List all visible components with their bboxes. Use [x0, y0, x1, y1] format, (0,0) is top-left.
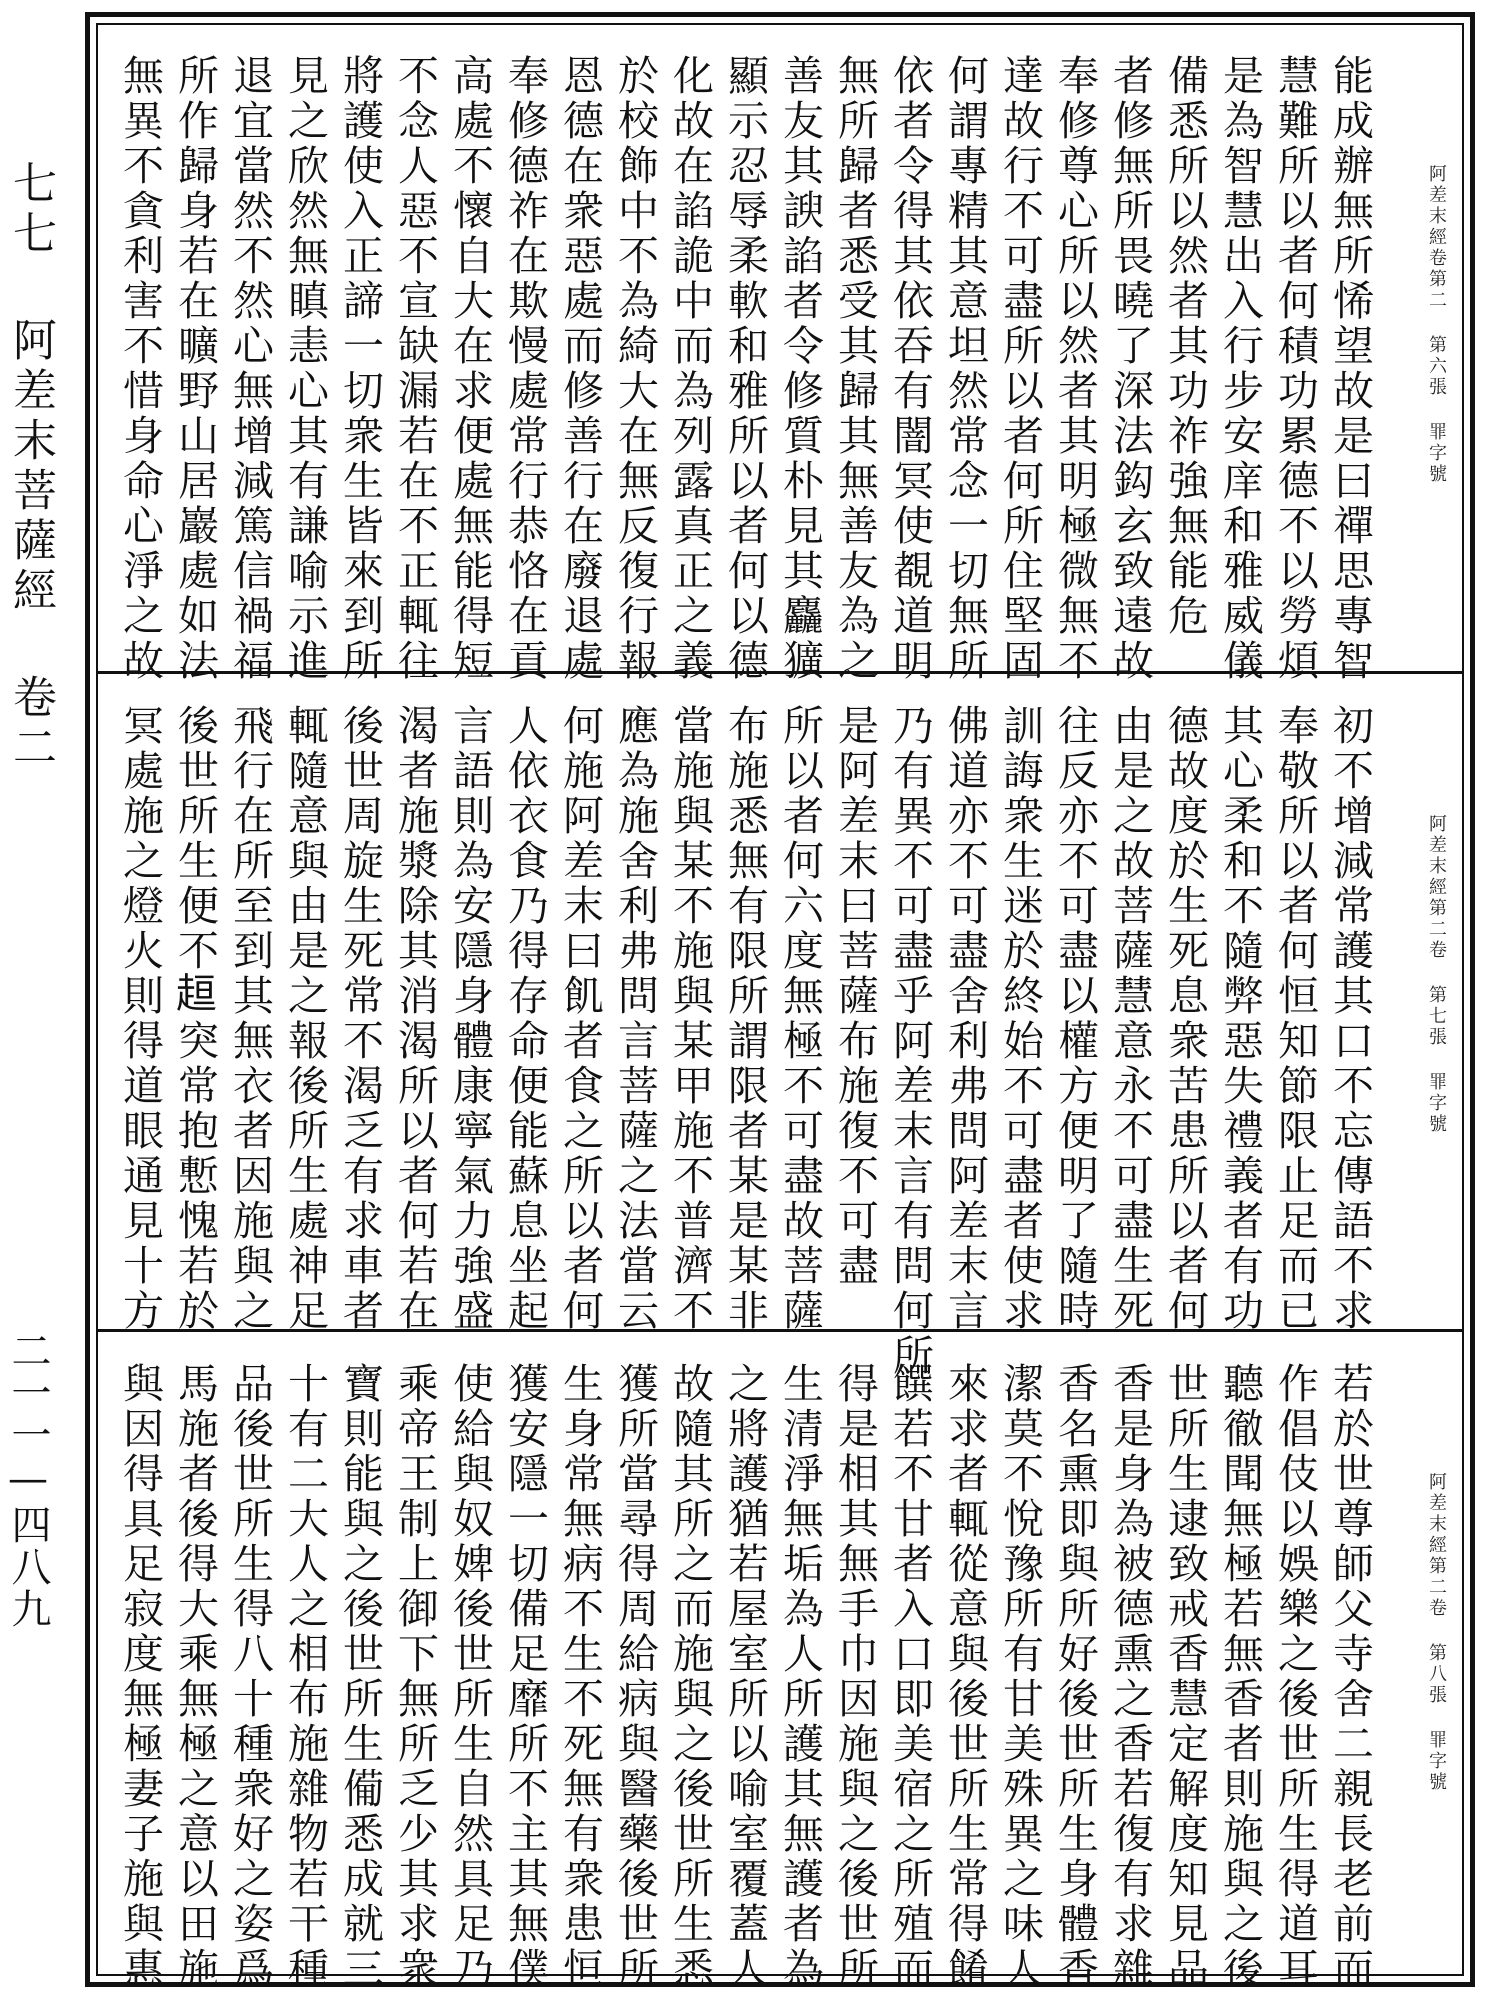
margin-page-number: 二一一—四八九	[5, 1330, 51, 1630]
text-column: 無所歸者悉受其歸其無善友為之	[831, 54, 879, 684]
text-column: 十有二大人之相布施雜物若干種	[281, 1362, 329, 1992]
margin-title: 七七 阿差末菩薩經 卷二	[5, 160, 56, 774]
text-column: 慧難所以者何積功累德不以勞煩	[1271, 54, 1319, 684]
text-panel-1	[97, 24, 1463, 684]
text-columns	[112, 704, 1377, 1379]
panel-header: 阿差末經第二卷 第八張 罪字號	[1426, 1472, 1447, 1793]
text-column: 饌若不甘者入口即美宿之所殖而	[886, 1362, 934, 1992]
text-column: 獲安隱一切備足靡所不主其無僕	[501, 1362, 549, 1992]
text-column: 顯示忍辱柔軟和雅所以者何以德	[721, 54, 769, 684]
text-column: 是阿差末曰菩薩布施復不可盡	[831, 704, 879, 1289]
text-column: 之將護猶若屋室所以喻室覆蓋人	[721, 1362, 769, 1992]
text-column: 後世周旋生死常不渴乏有求車者	[336, 704, 384, 1334]
text-column: 何施阿差末曰飢者食之所以者何	[556, 704, 604, 1334]
text-column: 不念人惡不宣缺漏若在不正輒往	[391, 54, 439, 684]
text-column: 生身常無病不生不死無有衆患恒	[556, 1362, 604, 1992]
text-column: 品後世所生得八十種衆好之姿爲	[226, 1362, 274, 1992]
text-column: 使給與奴婢後世所生自然具足乃	[446, 1362, 494, 1992]
text-column: 當施與某不施與某甲施不普濟不	[666, 704, 714, 1334]
text-column: 善友其諛諂者令修質朴見其麤獷	[776, 54, 824, 684]
text-column: 奉修尊心所以然者其明極微無不	[1051, 54, 1099, 684]
text-column: 無異不貪利害不惜身命心淨之故	[116, 54, 164, 684]
text-column: 將護使入正諦一切衆生皆來到所	[336, 54, 384, 684]
text-column: 言語則為安隱身體康寧氣力強盛	[446, 704, 494, 1334]
text-column: 所作歸身若在曠野山居巖處如法	[171, 54, 219, 684]
text-column: 得是相其無手巾因施與之後世所	[831, 1362, 879, 1992]
text-column: 化故在諂詭中而為列露真正之義	[666, 54, 714, 684]
text-column: 獲所當尋得周給病與醫藥後世所	[611, 1362, 659, 1992]
text-column: 佛道亦不可盡舍利弗問阿差末言	[941, 704, 989, 1334]
text-column: 故隨其所之而施與之後世所生悉	[666, 1362, 714, 1992]
text-columns	[112, 1362, 1377, 1992]
text-column: 備悉所以然者其功祚強無能危	[1161, 54, 1209, 639]
text-column: 飛行在所至到其無衣者因施與之	[226, 704, 274, 1334]
text-column: 後世所生便不𧻚突常抱慙愧若於	[171, 704, 219, 1334]
text-column: 訓誨衆生迷於終始不可盡者使求	[996, 704, 1044, 1334]
text-column: 由是之故菩薩慧意永不可盡生死	[1106, 704, 1154, 1334]
text-column: 是為智慧出入行步安庠和雅威儀	[1216, 54, 1264, 684]
text-column: 能成辦無所悕望故是曰禪思專智	[1326, 54, 1374, 684]
text-column: 奉修德祚在欺慢處常行恭恪在貢	[501, 54, 549, 684]
text-column: 往反亦不可盡以權方便明了隨時	[1051, 704, 1099, 1334]
text-column: 應為施舍利弗問言菩薩之法當云	[611, 704, 659, 1334]
text-column: 香名熏即與所好後世所生身體香	[1051, 1362, 1099, 1992]
text-column: 潔莫不悅豫所有甘美殊異之味人	[996, 1362, 1044, 1992]
text-column: 世所生逮致戒香慧定解度知見品	[1161, 1362, 1209, 1992]
text-column: 與因得具足寂度無極妻子施與惠	[116, 1362, 164, 1992]
text-column: 布施悉無有限所謂限者某是某非	[721, 704, 769, 1334]
text-column: 退宜當然不然心無增減篤信禍福	[226, 54, 274, 684]
text-column: 渴者施漿除其消渴所以者何若在	[391, 704, 439, 1334]
text-column: 者修無所畏曉了深法鈎玄致遠故	[1106, 54, 1154, 684]
text-column: 德故度於生死息衆苦患所以者何	[1161, 704, 1209, 1334]
text-column: 於校飾中不為綺大在無反復行報	[611, 54, 659, 684]
text-column: 寶則能與之後世所生僃悉成就三	[336, 1362, 384, 1992]
text-column: 其心柔和不隨弊惡失禮義者有功	[1216, 704, 1264, 1334]
text-column: 初不增減常護其口不忘傳語不求	[1326, 704, 1374, 1334]
text-column: 見之欣然無瞋恚心其有謙喻示進	[281, 54, 329, 684]
text-column: 乘帝王制上御下無所乏少其求衆	[391, 1362, 439, 1992]
text-column: 馬施者後得大乘無極之意以田施	[171, 1362, 219, 1992]
text-column: 冥處施之燈火則得道眼通見十方	[116, 704, 164, 1334]
text-column: 輒隨意與由是之報後所生處神足	[281, 704, 329, 1334]
text-column: 生清淨無垢為人所護其無護者為	[776, 1362, 824, 1992]
text-column: 恩德在衆惡處而修善行在廢退處	[556, 54, 604, 684]
text-column: 奉敬所以者何恒知節限止足而已	[1271, 704, 1319, 1334]
text-column: 高處不懷自大在求便處無能得短	[446, 54, 494, 684]
panel-header: 阿差末經卷第二 第六張 罪字號	[1426, 164, 1447, 485]
text-column: 若於世尊師父寺舍二親長老前而	[1326, 1362, 1374, 1992]
text-column: 乃有異不可盡乎阿差末言有問何所	[886, 704, 934, 1379]
text-column: 所以者何六度無極不可盡故菩薩	[776, 704, 824, 1334]
text-column: 來求者輒從意與後世所生常得餚	[941, 1362, 989, 1992]
text-column: 作倡伎以娛樂之後世所生得道耳	[1271, 1362, 1319, 1992]
text-column: 聽徹聞無極若無香者則施與之後	[1216, 1362, 1264, 1992]
panel-header: 阿差末經第二卷 第七張 罪字號	[1426, 814, 1447, 1135]
text-column: 香是身為被德熏之香若復有求雜	[1106, 1362, 1154, 1992]
text-panel-3	[97, 1329, 1463, 1992]
text-column: 何謂專精其意坦然常念一切無所	[941, 54, 989, 684]
text-columns	[112, 54, 1377, 684]
text-column: 依者令得其依吞有闇冥使覩道明	[886, 54, 934, 684]
text-column: 人依衣食乃得存命便能蘇息坐起	[501, 704, 549, 1334]
text-column: 達故行不可盡所以者何所住堅固	[996, 54, 1044, 684]
text-panel-2	[97, 671, 1463, 1379]
